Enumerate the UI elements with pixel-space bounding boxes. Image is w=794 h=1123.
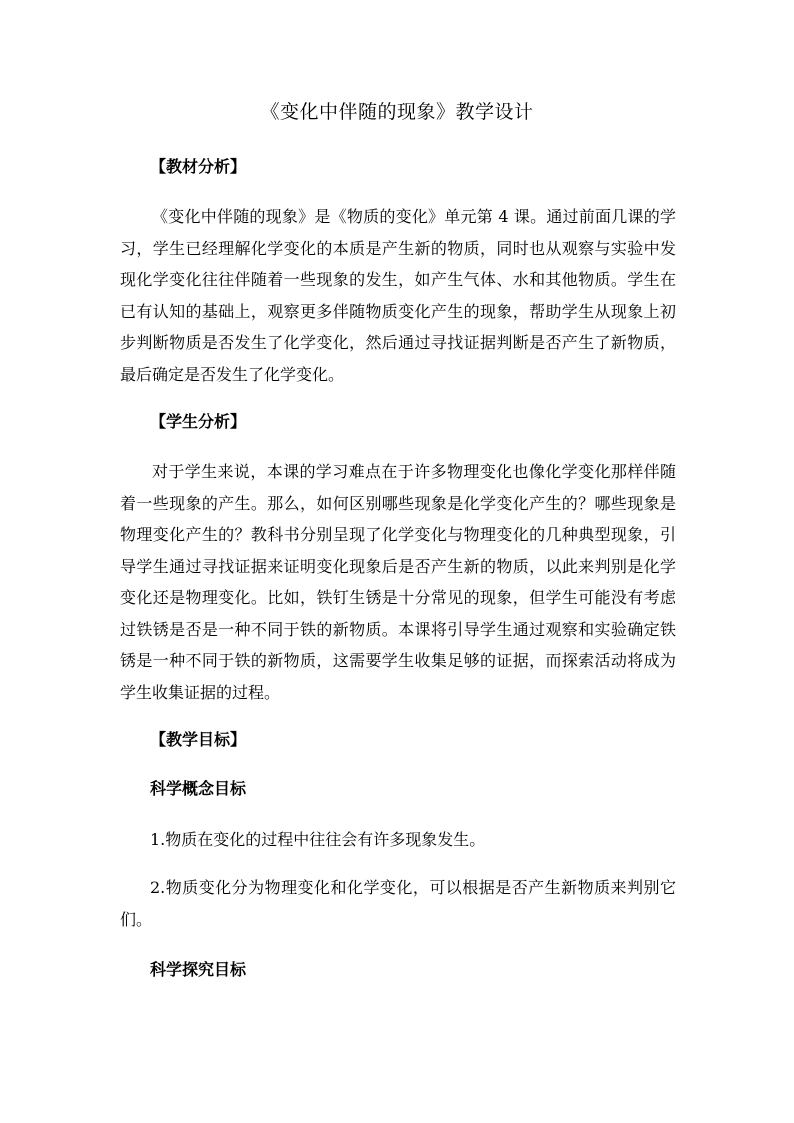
objective-item-2: 2.物质变化分为物理变化和化学变化，可以根据是否产生新物质来判别它们。 xyxy=(120,878,676,929)
paragraph-textbook-analysis: 《变化中伴随的现象》是《物质的变化》单元第 4 课。通过前面几课的学习，学生已经理解化学变化的本质是产生新的物质，同时也从观察与实验中发现化学变化往往伴随着一些现象的发生，如产生气体、水和其他物质。学生在已有认知的基础上，观察更多伴随物质变化产生的现象，帮助学生从现象上初步判断物质是否发生了化学变化，然后通过寻找证据判断是否产生了新物质，最后确定是否发生了化学变化。 xyxy=(120,207,676,384)
paragraph-student-analysis: 对于学生来说，本课的学习难点在于许多物理变化也像化学变化那样伴随着一些现象的产生。那么，如何区别哪些现象是化学变化产生的？哪些现象是物理变化产生的？教科书分别呈现了化学变化与物理变化的几种典型现象，引导学生通过寻找证据来证明变化现象后是否产生新的物质，以此来判别是化学变化还是物理变化。比如，铁钉生锈是十分常见的现象，但学生可能没有考虑过铁锈是否是一种不同于铁的新物质。本课将引导学生通过观察和实验确定铁锈是一种不同于铁的新物质，这需要学生收集足够的证据，而探索活动将成为学生收集证据的过程。 xyxy=(120,462,676,702)
section-heading-teaching-objectives: 【教学目标】 xyxy=(150,730,247,749)
objective-item-1: 1.物质在变化的过程中往往会有许多现象发生。 xyxy=(150,830,486,849)
subheading-science-concept-objectives: 科学概念目标 xyxy=(150,779,247,798)
section-heading-student-analysis: 【学生分析】 xyxy=(150,412,247,431)
section-heading-textbook-analysis: 【教材分析】 xyxy=(150,157,247,176)
subheading-science-inquiry-objectives: 科学探究目标 xyxy=(150,960,247,979)
document-title: 《变化中伴随的现象》教学设计 xyxy=(260,101,534,123)
